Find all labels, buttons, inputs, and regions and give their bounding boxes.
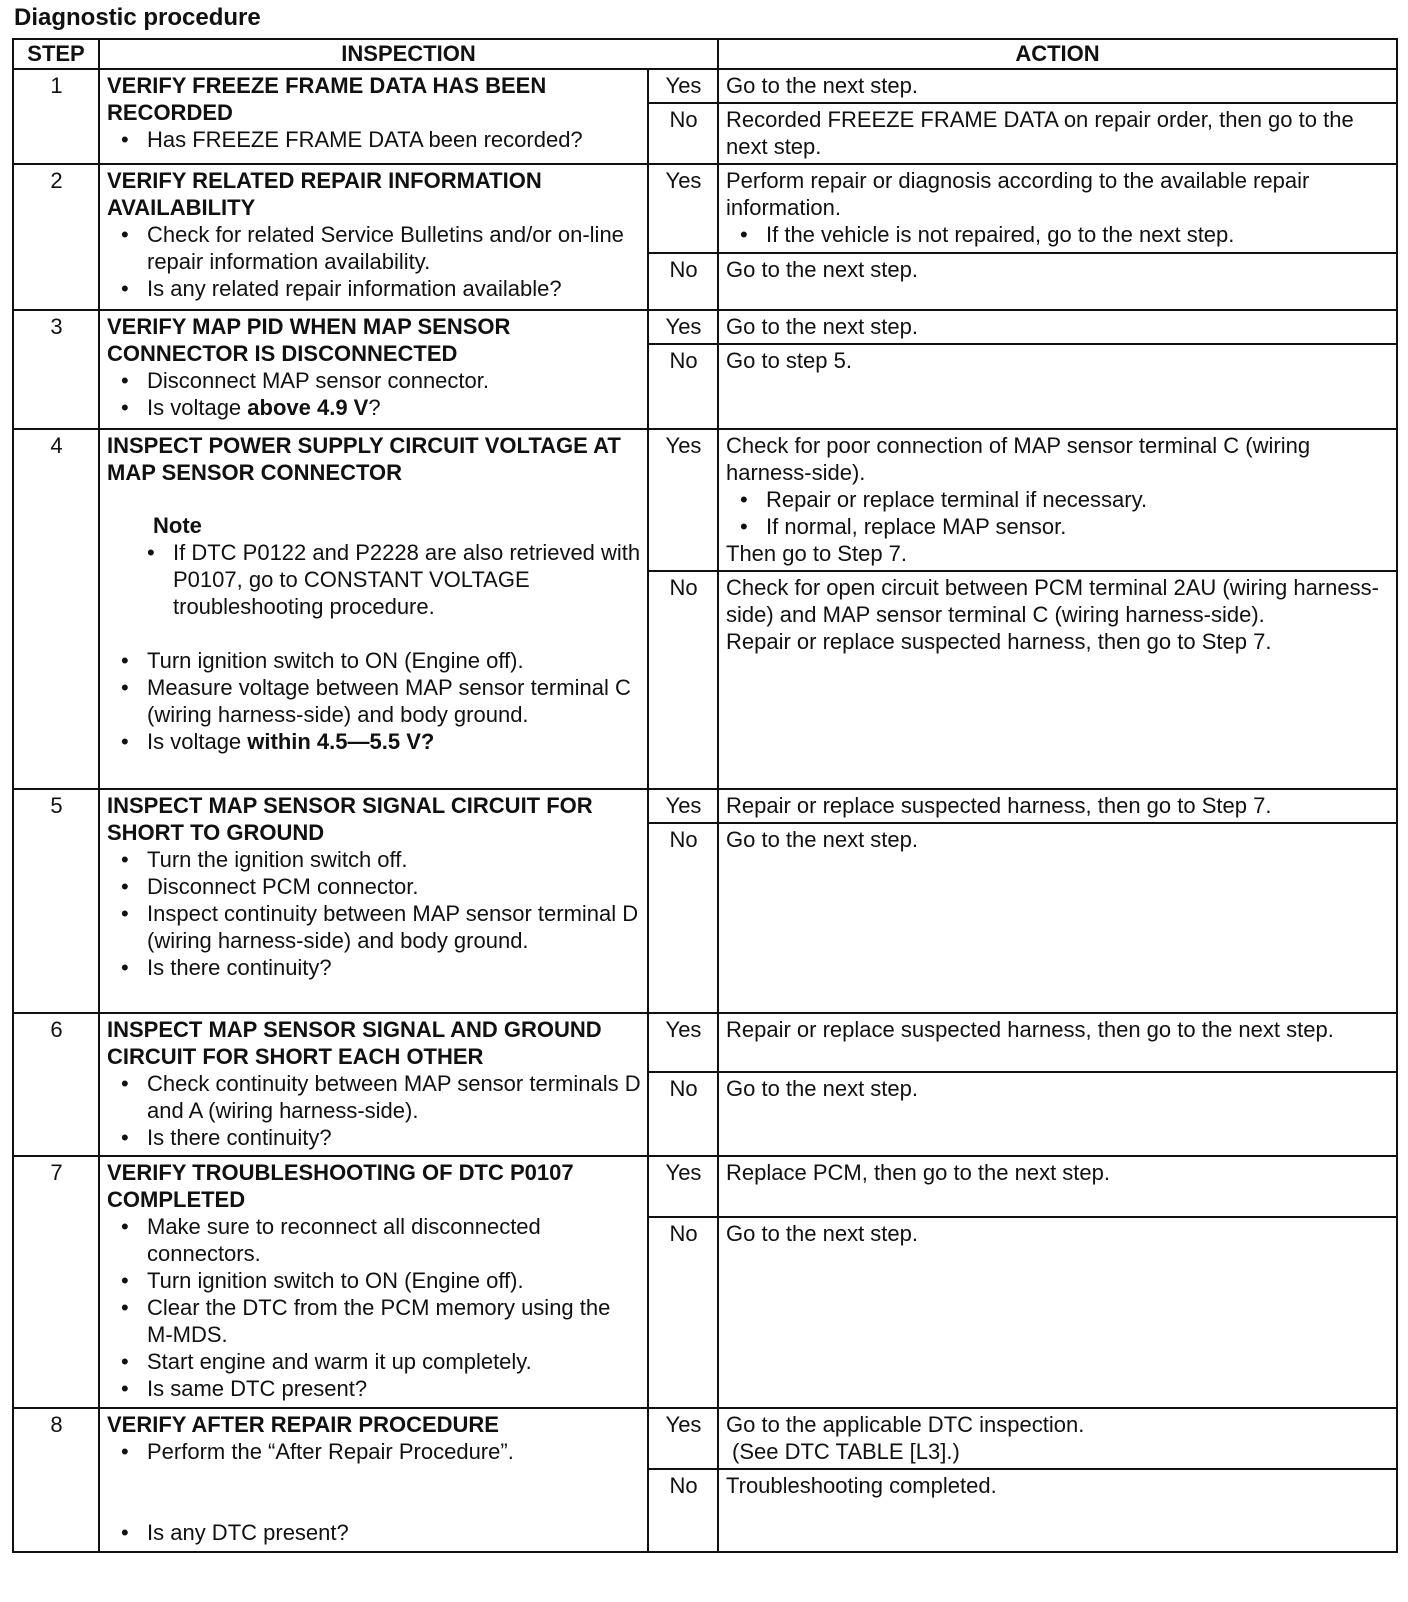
page-title: Diagnostic procedure	[14, 4, 261, 31]
yes-action: Replace PCM, then go to the next step.	[718, 1156, 1397, 1217]
no-action	[718, 571, 1397, 789]
list-item: • Check for related Service Bulletins and/or on-line repair information availability.	[121, 221, 641, 275]
inspection-list	[107, 1519, 641, 1546]
inspection-cell	[99, 1408, 648, 1552]
list-item: • Check continuity between MAP sensor terminals D and A (wiring harness-side).	[121, 1070, 641, 1124]
list-item: • Measure voltage between MAP sensor terminal C (wiring harness-side) and body ground.	[121, 674, 641, 728]
list-item: • Is there continuity?	[121, 954, 641, 981]
yes-label: Yes	[648, 69, 718, 103]
no-label: No	[648, 344, 718, 429]
table-row	[13, 1013, 1397, 1072]
inspection-list	[107, 647, 641, 755]
list-item: • Make sure to reconnect all disconnected connectors.	[121, 1213, 641, 1267]
list-item: • Turn the ignition switch off.	[121, 846, 641, 873]
no-label: No	[648, 571, 718, 789]
yes-action: Repair or replace suspected harness, then go to the next step.	[718, 1013, 1397, 1072]
no-action: Go to step 5.	[718, 344, 1397, 429]
inspection-list	[107, 367, 641, 421]
yes-label: Yes	[648, 310, 718, 344]
list-item: • Turn ignition switch to ON (Engine off).	[121, 1267, 641, 1294]
inspection-cell	[99, 429, 648, 789]
question-emphasis: within 4.5—5.5 V?	[247, 729, 435, 754]
no-label: No	[648, 1217, 718, 1408]
yes-action	[718, 164, 1397, 253]
yes-label: Yes	[648, 1408, 718, 1469]
list-item: • If normal, replace MAP sensor.	[740, 513, 1390, 540]
step-column-header: STEP	[13, 39, 99, 69]
question-text: Is voltage	[147, 395, 248, 420]
list-item: • Has FREEZE FRAME DATA been recorded?	[121, 126, 641, 153]
yes-action: Go to the next step.	[718, 69, 1397, 103]
inspection-cell	[99, 1013, 648, 1156]
question-suffix: ?	[368, 395, 381, 420]
table-row	[13, 69, 1397, 103]
yes-action	[718, 1408, 1397, 1469]
no-action: Recorded FREEZE FRAME DATA on repair order, then go to the next step.	[718, 103, 1397, 164]
step-number: 3	[13, 310, 99, 429]
list-item: • Inspect continuity between MAP sensor terminal D (wiring harness-side) and body ground.	[121, 900, 641, 954]
inspection-cell	[99, 69, 648, 164]
list-item: • Turn ignition switch to ON (Engine off).	[121, 647, 641, 674]
step-title: VERIFY FREEZE FRAME DATA HAS BEEN RECORDED	[107, 73, 547, 125]
list-item: • Is any related repair information available?	[121, 275, 641, 302]
yes-action: Repair or replace suspected harness, then go to Step 7.	[718, 789, 1397, 823]
action-text: Check for poor connection of MAP sensor terminal C (wiring harness-side).	[726, 433, 1311, 485]
no-label: No	[648, 1469, 718, 1552]
yes-label: Yes	[648, 1156, 718, 1217]
list-item	[121, 394, 641, 421]
step-number: 5	[13, 789, 99, 1013]
note-list	[107, 539, 641, 620]
list-item: • Repair or replace terminal if necessary.	[740, 486, 1390, 513]
no-action: Go to the next step.	[718, 1072, 1397, 1156]
table-row	[13, 1408, 1397, 1469]
yes-label: Yes	[648, 789, 718, 823]
step-number: 1	[13, 69, 99, 164]
action-column-header: ACTION	[718, 39, 1397, 69]
no-label: No	[648, 823, 718, 1013]
inspection-list	[107, 1438, 641, 1465]
no-action: Troubleshooting completed.	[718, 1469, 1397, 1552]
no-label: No	[648, 103, 718, 164]
inspection-list	[107, 1213, 641, 1402]
list-item: • Is any DTC present?	[121, 1519, 641, 1546]
step-number: 2	[13, 164, 99, 310]
no-label: No	[648, 1072, 718, 1156]
list-item: • Is there continuity?	[121, 1124, 641, 1151]
inspection-list	[107, 846, 641, 981]
action-list	[726, 221, 1390, 248]
step-number: 4	[13, 429, 99, 789]
step-number: 7	[13, 1156, 99, 1408]
list-item: • If the vehicle is not repaired, go to the next step.	[740, 221, 1390, 248]
table-row	[13, 429, 1397, 571]
step-number: 8	[13, 1408, 99, 1552]
step-title: VERIFY RELATED REPAIR INFORMATION AVAILABILITY	[107, 168, 542, 220]
inspection-cell	[99, 1156, 648, 1408]
inspection-column-header: INSPECTION	[99, 39, 718, 69]
step-title: VERIFY AFTER REPAIR PROCEDURE	[107, 1412, 499, 1437]
action-followup: (See DTC TABLE [L3].)	[732, 1439, 960, 1464]
list-item: • If DTC P0122 and P2228 are also retrieved with P0107, go to CONSTANT VOLTAGE troubleshooting procedure.	[147, 539, 641, 620]
question-text: Is voltage	[147, 729, 248, 754]
step-title: INSPECT MAP SENSOR SIGNAL AND GROUND CIRCUIT FOR SHORT EACH OTHER	[107, 1017, 602, 1069]
step-title: INSPECT POWER SUPPLY CIRCUIT VOLTAGE AT MAP SENSOR CONNECTOR	[107, 433, 621, 485]
no-label: No	[648, 253, 718, 310]
yes-label: Yes	[648, 429, 718, 571]
list-item: • Clear the DTC from the PCM memory using the M-MDS.	[121, 1294, 641, 1348]
step-title: VERIFY TROUBLESHOOTING OF DTC P0107 COMPLETED	[107, 1160, 574, 1212]
list-item: • Perform the “After Repair Procedure”.	[121, 1438, 641, 1465]
inspection-list	[107, 1070, 641, 1151]
list-item: • Start engine and warm it up completely.	[121, 1348, 641, 1375]
action-list	[726, 486, 1390, 540]
action-followup: Then go to Step 7.	[726, 541, 908, 566]
diagnostic-procedure-table	[12, 38, 1398, 1553]
inspection-list	[107, 126, 641, 153]
no-action: Go to the next step.	[718, 1217, 1397, 1408]
list-item: • Disconnect MAP sensor connector.	[121, 367, 641, 394]
step-title: VERIFY MAP PID WHEN MAP SENSOR CONNECTOR IS DISCONNECTED	[107, 314, 511, 366]
yes-label: Yes	[648, 164, 718, 253]
no-action: Go to the next step.	[718, 823, 1397, 1013]
yes-action	[718, 429, 1397, 571]
step-number: 6	[13, 1013, 99, 1156]
table-row	[13, 789, 1397, 823]
inspection-cell	[99, 310, 648, 429]
question-emphasis: above 4.9 V	[247, 395, 369, 420]
list-item	[121, 728, 641, 755]
list-item: • Disconnect PCM connector.	[121, 873, 641, 900]
header-row	[13, 39, 1397, 69]
table-row	[13, 164, 1397, 253]
inspection-cell	[99, 789, 648, 1013]
no-action: Go to the next step.	[718, 253, 1397, 310]
action-text: Perform repair or diagnosis according to the available repair information.	[726, 168, 1310, 220]
note-title: Note	[153, 513, 202, 538]
list-item: • Is same DTC present?	[121, 1375, 641, 1402]
table-row	[13, 1156, 1397, 1217]
yes-action: Go to the next step.	[718, 310, 1397, 344]
inspection-cell	[99, 164, 648, 310]
action-text: Go to the applicable DTC inspection.	[726, 1412, 1085, 1437]
table-row	[13, 310, 1397, 344]
action-text: Check for open circuit between PCM terminal 2AU (wiring harness-side) and MAP sensor terminal C (wiring harness-side).	[726, 575, 1379, 627]
inspection-list	[107, 221, 641, 302]
yes-label: Yes	[648, 1013, 718, 1072]
step-title: INSPECT MAP SENSOR SIGNAL CIRCUIT FOR SHORT TO GROUND	[107, 793, 593, 845]
action-followup: Repair or replace suspected harness, then go to Step 7.	[726, 629, 1272, 654]
